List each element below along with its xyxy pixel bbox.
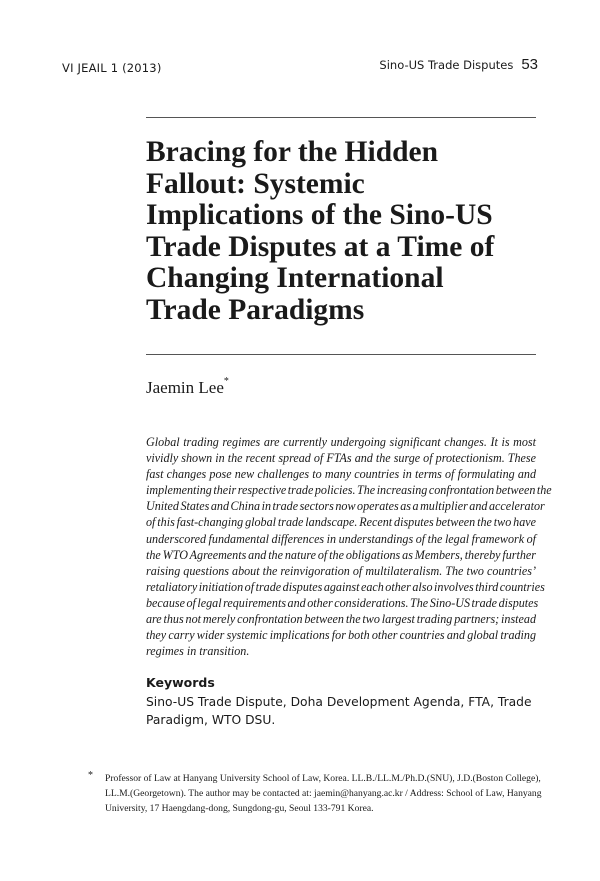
- abstract-line: underscored fundamental differences in understandings of the legal framework of: [146, 531, 536, 546]
- abstract: [146, 434, 552, 659]
- title-top-rule: [146, 117, 536, 118]
- running-header-title: Sino-US Trade Disputes: [379, 58, 514, 72]
- title-line: Trade Disputes at a Time of: [146, 230, 495, 263]
- abstract-line: the WTO Agreements and the nature of the obligations as Members, thereby further: [146, 547, 536, 562]
- abstract-line: implementing their respective trade policies. The increasing confrontation between the: [146, 483, 552, 498]
- keywords-line: Sino-US Trade Dispute, Doha Development Agenda, FTA, Trade: [146, 695, 532, 709]
- footnote-line: LL.M.(Georgetown). The author may be contacted at: jaemin@hanyang.ac.kr / Address: School of Law, Hanyang: [105, 788, 542, 799]
- abstract-line: of this fast-changing global trade landscape. Recent disputes between the two have: [146, 515, 536, 530]
- keywords-heading: Keywords: [146, 675, 215, 690]
- running-header-journal: VI JEAIL 1 (2013): [62, 61, 162, 75]
- abstract-line: vividly shown in the recent spread of FTAs and the surge of protectionism. These: [146, 451, 536, 466]
- title-line: Bracing for the Hidden: [146, 136, 439, 168]
- title-line: Implications of the Sino-US: [146, 199, 493, 231]
- abstract-line: United States and China in trade sectors now operates as a multiplier and accelerator: [146, 499, 545, 514]
- footnote-mark: *: [88, 770, 93, 781]
- running-header-right: [379, 56, 538, 73]
- abstract-line: they carry wider systemic implications for both other countries and global trading: [146, 628, 536, 643]
- abstract-line: because of legal requirements and other considerations. The Sino-US trade disputes: [146, 595, 539, 610]
- abstract-line: retaliatory initiation of trade disputes against each other also involves third countries: [146, 579, 545, 594]
- author-footnote-mark: *: [223, 376, 229, 387]
- title-line: Changing International: [146, 262, 444, 294]
- title-line: Fallout: Systemic: [146, 167, 365, 200]
- abstract-line: fast changes pose new challenges to many countries in terms of formulating and: [146, 467, 536, 482]
- abstract-line: raising questions about the reinvigoration of multilateralism. The two countries’: [146, 563, 536, 578]
- keywords-line: Paradigm, WTO DSU.: [146, 713, 276, 727]
- abstract-line: Global trading regimes are currently undergoing significant changes. It is most: [146, 435, 536, 449]
- article-title: [146, 137, 546, 326]
- footnote-line: University, 17 Haengdang-dong, Sungdong-gu, Seoul 133-791 Korea.: [105, 803, 374, 814]
- page-number: 53: [521, 56, 538, 73]
- footnote-line: Professor of Law at Hanyang University School of Law, Korea. LL.B./LL.M./Ph.D.(SNU), J.D.(Boston College),: [105, 773, 541, 784]
- title-bottom-rule: [146, 354, 536, 355]
- author-name: Jaemin Lee: [146, 378, 224, 397]
- author-footnote: [105, 771, 542, 816]
- title-line: Trade Paradigms: [146, 293, 365, 326]
- abstract-line: are thus not merely confrontation between the two largest trading partners; instead: [146, 612, 536, 627]
- author-line: [146, 378, 229, 398]
- abstract-line: regimes in transition.: [146, 644, 250, 659]
- keywords-list: [146, 693, 538, 729]
